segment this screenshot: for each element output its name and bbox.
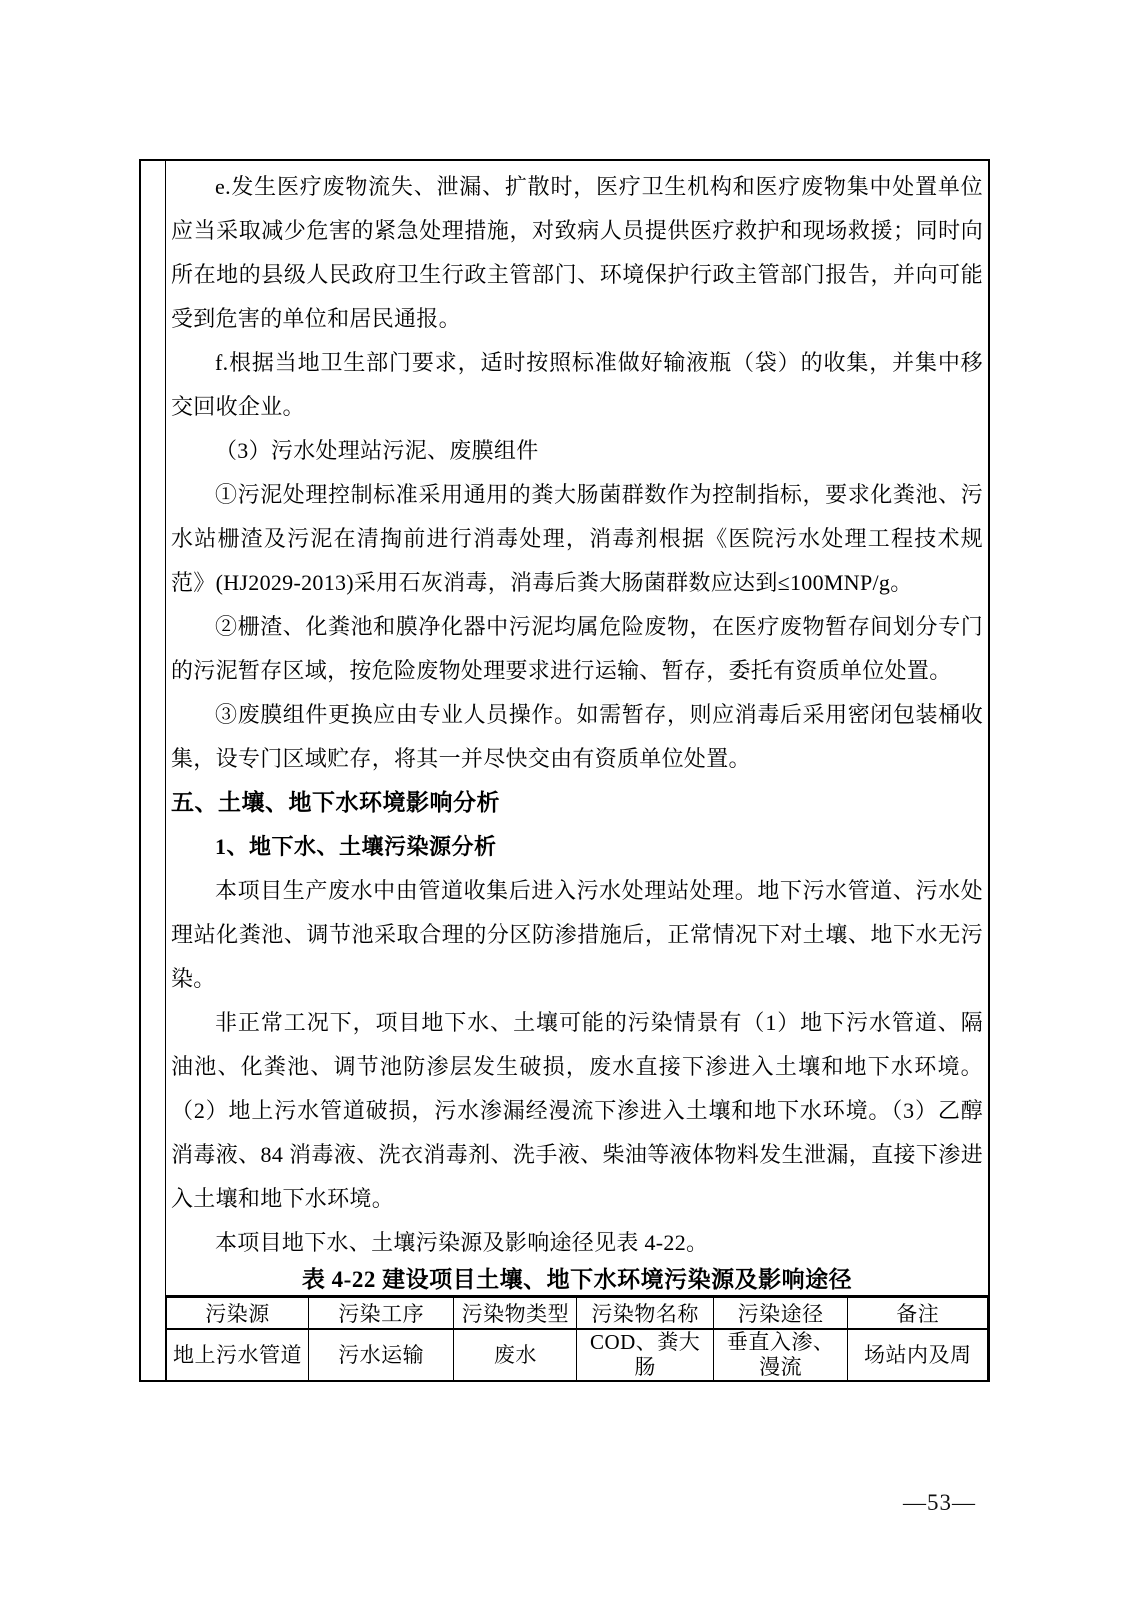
table-row <box>167 1329 988 1380</box>
cell-pollutant-type: 废水 <box>454 1329 577 1380</box>
cell-pollution-source: 地上污水管道 <box>167 1329 309 1380</box>
header-pollutant-type: 污染物类型 <box>454 1297 577 1330</box>
header-pollution-pathway: 污染途径 <box>713 1297 848 1330</box>
header-remarks: 备注 <box>848 1297 988 1330</box>
para-table-intro: 本项目地下水、土壤污染源及影响途径见表 4-22。 <box>215 1230 709 1255</box>
document-frame <box>139 159 990 1382</box>
header-pollution-source: 污染源 <box>167 1297 309 1330</box>
heading-soil-groundwater-impact: 五、土壤、地下水环境影响分析 <box>171 790 500 815</box>
subheading-pollution-source-analysis: 1、地下水、土壤污染源分析 <box>215 834 497 859</box>
cell-pollution-process: 污水运输 <box>309 1329 454 1380</box>
cell-pollutant-name: COD、粪大肠 <box>577 1329 713 1380</box>
cell-pollution-pathway: 垂直入渗、漫流 <box>713 1329 848 1380</box>
para-abnormal-condition-scenarios: 非正常工况下，项目地下水、土壤可能的污染情景有（1）地下污水管道、隔油池、化粪池、调节池防渗层发生破损，废水直接下渗进入土壤和地下水环境。（2）地上污水管道破损，污水渗漏经漫流下渗进入土壤和地下水环境。（3）乙醇消毒液、84 消毒液、洗衣消毒剂、洗手液、柴油等液体物料发生泄漏，直接下渗进入土壤和地下水环境。 <box>171 1010 983 1211</box>
table-4-22-title: 表 4-22 建设项目土壤、地下水环境污染源及影响途径 <box>301 1267 853 1292</box>
document-content <box>166 161 988 1380</box>
para-sludge-item-1: ①污泥处理控制标准采用通用的粪大肠菌群数作为控制指标，要求化粪池、污水站栅渣及污泥在清掏前进行消毒处理，消毒剂根据《医院污水处理工程技术规范》(HJ2029-2013)采用石灰消毒，消毒后粪大肠菌群数应达到≤100MNP/g。 <box>171 482 983 595</box>
para-e-emergency-measures: e.发生医疗废物流失、泄漏、扩散时，医疗卫生机构和医疗废物集中处置单位应当采取减少危害的紧急处理措施，对致病人员提供医疗救护和现场救援；同时向所在地的县级人民政府卫生行政主管部门、环境保护行政主管部门报告，并向可能受到危害的单位和居民通报。 <box>171 174 983 331</box>
para-normal-condition: 本项目生产废水中由管道收集后进入污水处理站处理。地下污水管道、污水处理站化粪池、调节池采取合理的分区防渗措施后，正常情况下对土壤、地下水无污染。 <box>171 878 983 991</box>
pollution-source-table <box>166 1295 988 1380</box>
table-header-row <box>167 1297 988 1330</box>
page-number: —53— <box>903 1490 976 1515</box>
para-sludge-section-label: （3）污水处理站污泥、废膜组件 <box>215 438 539 463</box>
para-sludge-item-3: ③废膜组件更换应由专业人员操作。如需暂存，则应消毒后采用密闭包装桶收集，设专门区域贮存，将其一并尽快交由有资质单位处置。 <box>171 702 983 771</box>
cell-remarks: 场站内及周 <box>848 1329 988 1380</box>
header-pollution-process: 污染工序 <box>309 1297 454 1330</box>
left-gutter-column <box>141 161 166 1380</box>
para-f-infusion-bottle-collection: f.根据当地卫生部门要求，适时按照标准做好输液瓶（袋）的收集，并集中移交回收企业。 <box>171 350 983 419</box>
para-sludge-item-2: ②栅渣、化粪池和膜净化器中污泥均属危险废物，在医疗废物暂存间划分专门的污泥暂存区域，按危险废物处理要求进行运输、暂存，委托有资质单位处置。 <box>171 614 983 683</box>
header-pollutant-name: 污染物名称 <box>577 1297 713 1330</box>
